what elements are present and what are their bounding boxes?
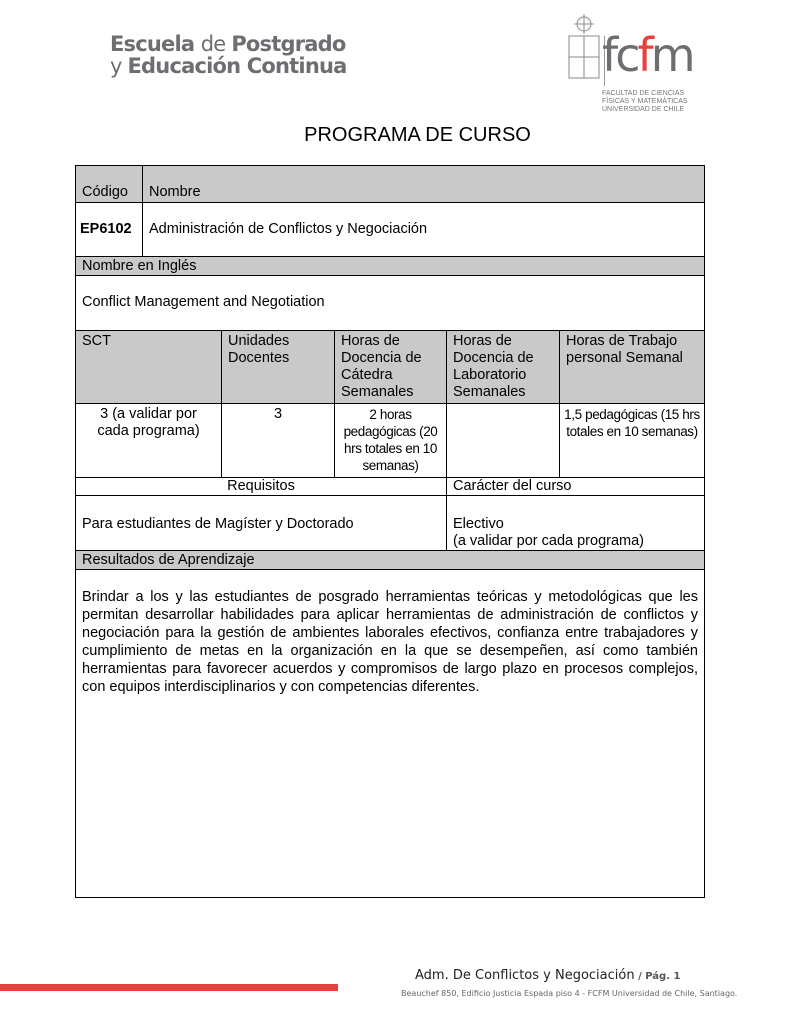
resultados-label: Resultados de Aprendizaje [75,550,705,570]
page-number: / Pág. 1 [634,971,681,982]
caracter-text: Electivo [453,516,504,532]
logo-text: de [200,32,232,56]
caracter-note: (a validar por cada programa) [453,533,645,549]
page-title: PROGRAMA DE CURSO [304,124,531,146]
laboratorio-value [446,403,560,478]
unidades-header: Unidades Docentes [221,330,335,404]
requisitos-value: Para estudiantes de Magíster y Doctorado [75,495,447,551]
unidades-value: 3 [221,403,335,478]
trabajo-header: Horas de Trabajo personal Semanal [559,330,705,404]
logo-text: Educación Continua [127,54,347,78]
sct-header: SCT [75,330,222,404]
logo-text: FACULTAD DE CIENCIAS [602,90,685,97]
footer-address: Beauchef 850, Edificio Justicia Espada piso 4 - FCFM Universidad de Chile, Santiago. [401,989,738,998]
footer-course-name: Adm. De Conflictos y Negociación [415,968,635,983]
catedra-header: Horas de Docencia de Cátedra Semanales [334,330,447,404]
ingles-label: Nombre en Inglés [75,256,705,276]
school-logo [110,33,347,77]
logo-text: UNIVERSIDAD DE CHILE [602,106,685,113]
caracter-label: Carácter del curso [446,477,705,496]
logo-text: Postgrado [231,32,346,56]
course-code: EP6102 [75,202,143,257]
resultados-text: Brindar a los y las estudiantes de posgrado herramientas teóricas y metodológicas que les permitan desarrollar habilidades para aplicar herramientas de administración de conflictos y negociación para la gestión de ambientes laborales efectivos, confianza entre trabajadores y cumplimiento de metas en la organización en la que se desempeñen, así como también herramientas para favorecer acuerdos y compromisos de largo plazo en procesos complejos, con equipos interdisciplinarios y con competencias diferentes. [75,569,705,898]
sct-value: 3 (a validar por cada programa) [75,403,222,478]
fcfm-logo: fcfm FACULTAD DE CIENCIAS FÍSICAS Y MATEMÁTICAS UNIVERSIDAD DE CHILE [566,14,696,114]
codigo-label: Código [75,165,143,203]
caracter-value [446,495,705,551]
logo-text: FÍSICAS Y MATEMÁTICAS [602,98,688,105]
trabajo-value: 1,5 pedagógicas (15 hrs totales en 10 semanas) [559,403,705,478]
footer-course [415,968,680,983]
logo-text: y [110,54,128,78]
footer-accent-bar [0,984,338,991]
nombre-label: Nombre [142,165,705,203]
course-name: Administración de Conflictos y Negociación [142,202,705,257]
logo-text: Escuela [110,32,201,56]
english-name: Conflict Management and Negotiation [75,275,705,331]
catedra-value: 2 horas pedagógicas (20 hrs totales en 10 semanas) [334,403,447,478]
university-crest-icon [566,14,602,80]
requisitos-label: Requisitos [75,477,447,496]
laboratorio-header: Horas de Docencia de Laboratorio Semanales [446,330,560,404]
